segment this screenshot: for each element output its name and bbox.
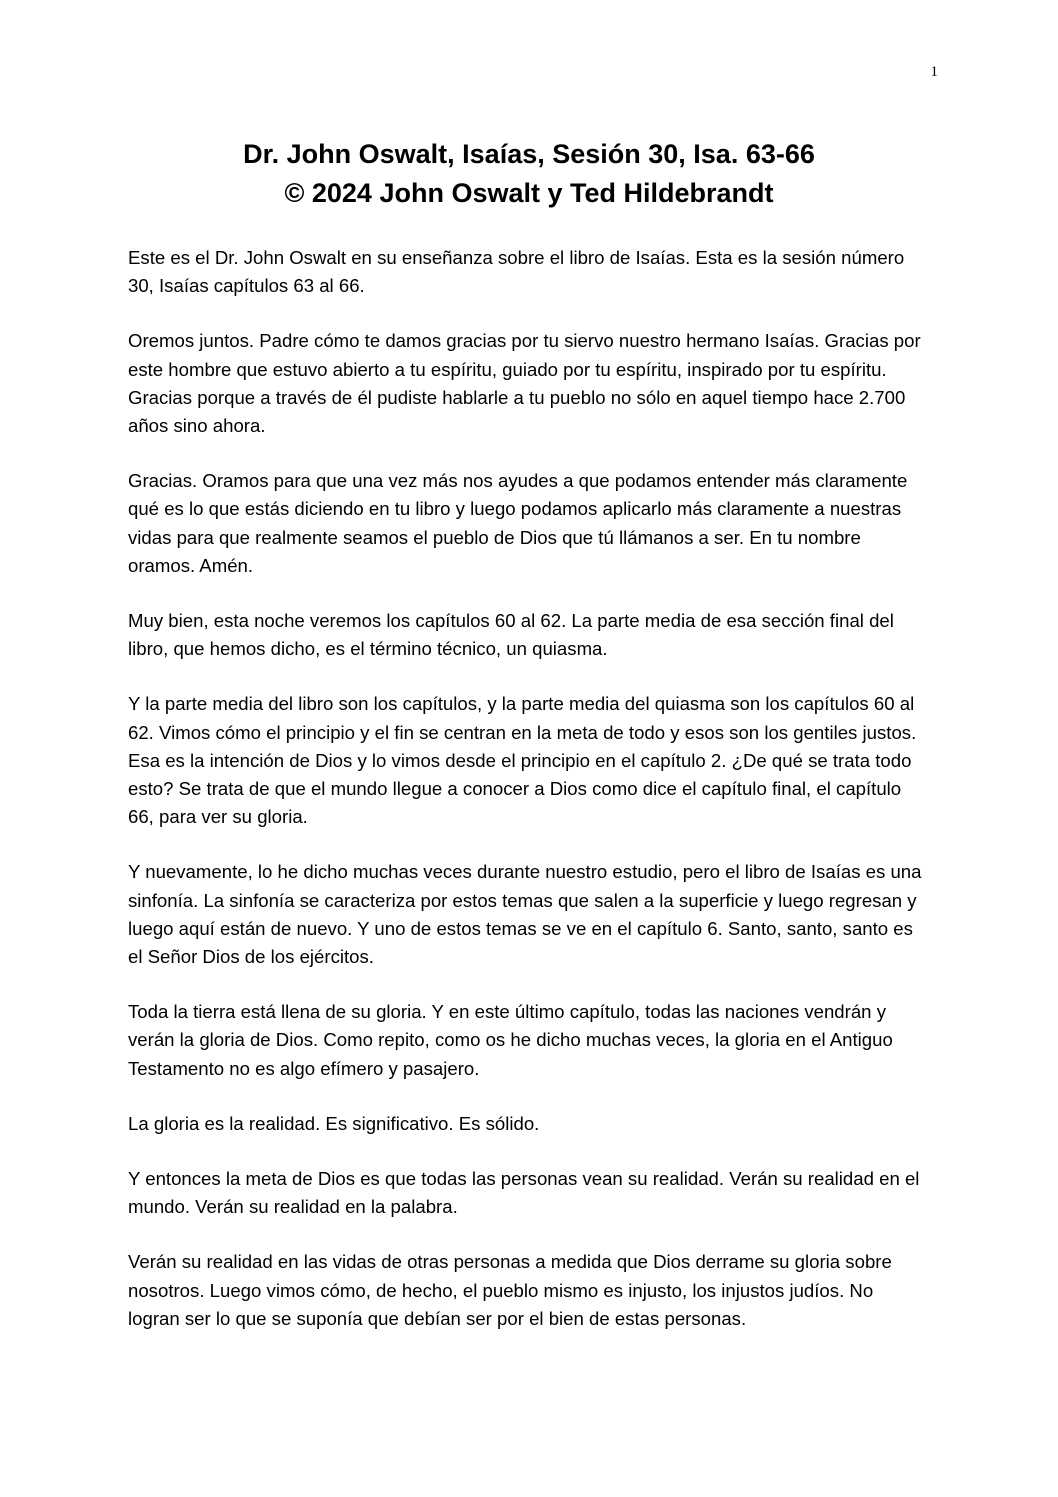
paragraph: Gracias. Oramos para que una vez más nos ayudes a que podamos entender más claramente qué es lo que estás diciendo en tu libro y luego podamos aplicarlo más claramente a nuestras vidas para que realmente seamos el pueblo de Dios que tú llámanos a ser. En tu nombre oramos. Amén.: [128, 470, 908, 576]
paragraph: Y nuevamente, lo he dicho muchas veces durante nuestro estudio, pero el libro de Isaías es una sinfonía. La sinfonía se caracteriza por estos temas que salen a la superficie y luego regresan y luego aquí están de nuevo. Y uno de estos temas se ve en el capítulo 6. Santo, santo, santo es el Señor Dios de los ejércitos.: [128, 861, 922, 968]
paragraph: Oremos juntos. Padre cómo te damos gracias por tu siervo nuestro hermano Isaías. Gracias por este hombre que estuvo abierto a tu espíritu, guiado por tu espíritu, inspirado por tu espíritu. Gracias porque a través de él pudiste hablarle a tu pueblo no sólo en aquel tiempo hace 2.700 años sino ahora.: [128, 330, 921, 437]
document-body: [128, 244, 928, 1360]
paragraph: Y la parte media del libro son los capítulos, y la parte media del quiasma son los capítulos 60 al 62. Vimos cómo el principio y el fin se centran en la meta de todo y esos son los gentiles justos. Esa es la intención de Dios y lo vimos desde el principio en el capítulo 2. ¿De qué se trata todo esto? Se trata de que el mundo llegue a conocer a Dios como dice el capítulo final, el capítulo 66, para ver su gloria.: [128, 693, 917, 828]
page-number: 1: [930, 64, 938, 80]
title-line-1: Dr. John Oswalt, Isaías, Sesión 30, Isa. 63-66: [243, 139, 815, 169]
paragraph: Y entonces la meta de Dios es que todas las personas vean su realidad. Verán su realidad en el mundo. Verán su realidad en la palabra.: [128, 1168, 920, 1218]
paragraph: Verán su realidad en las vidas de otras personas a medida que Dios derrame su gloria sobre nosotros. Luego vimos cómo, de hecho, el pueblo mismo es injusto, los injustos judíos. No logran ser lo que se suponía que debían ser por el bien de estas personas.: [128, 1251, 892, 1329]
document-title: [0, 135, 1058, 213]
paragraph: Muy bien, esta noche veremos los capítulos 60 al 62. La parte media de esa sección final del libro, que hemos dicho, es el término técnico, un quiasma.: [128, 610, 894, 660]
paragraph: Toda la tierra está llena de su gloria. Y en este último capítulo, todas las naciones vendrán y verán la gloria de Dios. Como repito, como os he dicho muchas veces, la gloria en el Antiguo Testamento no es algo efímero y pasajero.: [128, 1001, 893, 1079]
title-line-2: © 2024 John Oswalt y Ted Hildebrandt: [284, 178, 774, 208]
paragraph: La gloria es la realidad. Es significativo. Es sólido.: [128, 1112, 540, 1134]
paragraph: Este es el Dr. John Oswalt en su enseñanza sobre el libro de Isaías. Esta es la sesión número 30, Isaías capítulos 63 al 66.: [128, 247, 905, 297]
